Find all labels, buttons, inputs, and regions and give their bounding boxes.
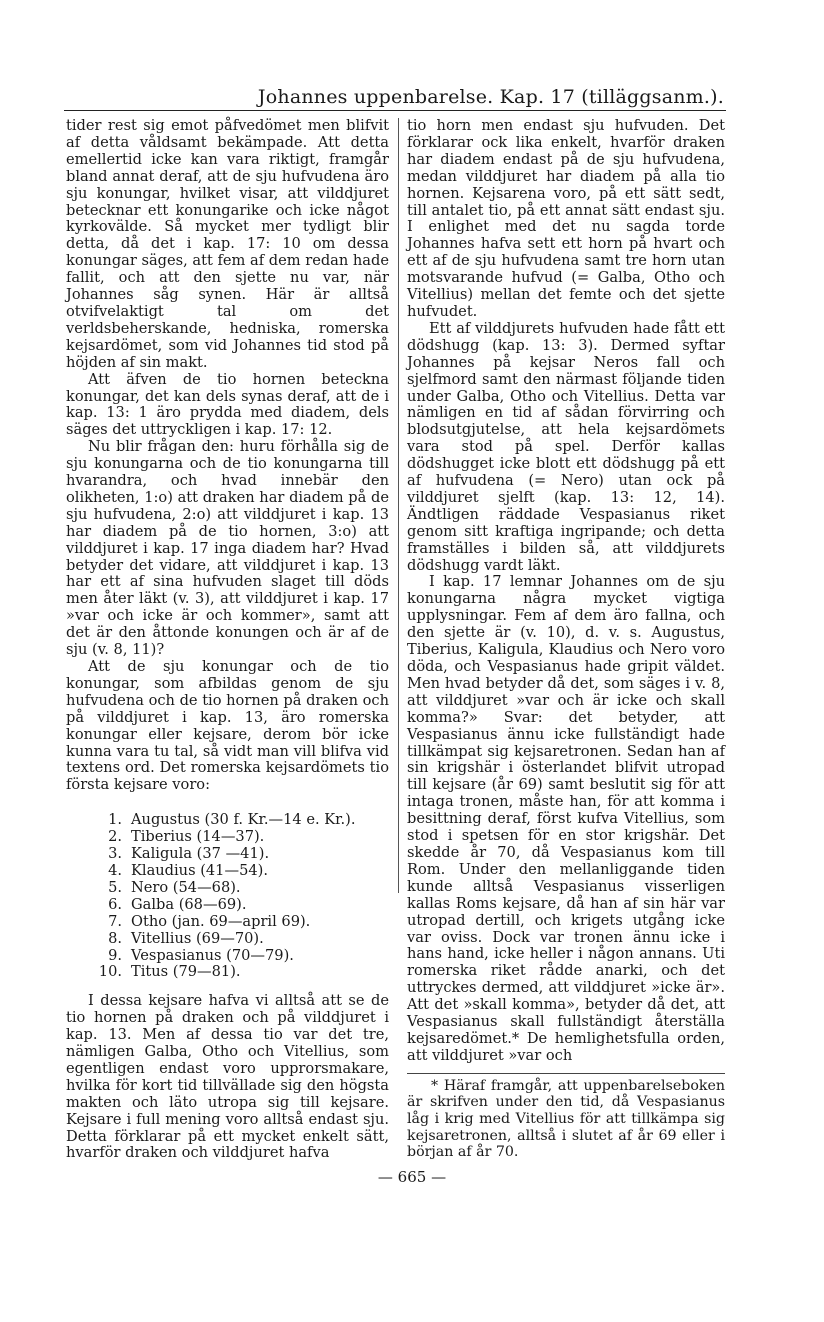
emperor-list (66, 812, 389, 981)
paragraph: I dessa kejsare hafva vi alltså att se de tio hornen på draken och på vilddjuret i kap. 13. Men af dessa tio var det tre, nämligen Galba, Otho och Vitellius, som egentligen endast voro upprorsmakare, hvilka för kort tid tillvällade sig den högsta makten och läto utropa sig till kejsare. Kejsare i full mening voro alltså endast sju. Detta förklarar på ett mycket enkelt sätt, hvarför draken och vilddjuret hafva (66, 992, 389, 1162)
list-item (66, 914, 389, 931)
list-number: 6. (108, 895, 122, 913)
emperor-name: Otho (jan. 69—april 69). (131, 912, 311, 930)
footnote-text: * Häraf framgår, att uppenbarelseboken är skrifven under den tid, då Vespasianus låg i krig med Vitellius för att tillkämpa sig kejsaretronen, alltså i slutet af år 69 eller i början af år 70. (407, 1077, 725, 1161)
list-number: 10. (98, 963, 122, 981)
emperor-name: Klaudius (41—54). (131, 861, 268, 879)
header-rule (64, 110, 726, 111)
list-number: 8. (108, 929, 122, 947)
running-title: Johannes uppenbarelse. Kap. 17 (tilläggsanm.). (257, 86, 724, 108)
list-number: 9. (108, 946, 122, 964)
list-item (66, 880, 389, 897)
paragraph: Nu blir frågan den: huru förhålla sig de sju konungarna och de tio konungarna till hvarandra, och hvad innebär den olikheten, 1:o) att draken har diadem på de sju hufvudena, 2:o) att vilddjuret i kap. 13 har diadem på de tio hornen, 3:o) att vilddjuret i kap. 17 inga diadem har? Hvad betyder det vidare, att vilddjuret i kap. 13 har ett af sina hufvuden slaget till döds men åter läkt (v. 3), att vilddjuret i kap. 17 »var och icke är och kommer», samt att det är den åttonde konungen och är af de sju (v. 8, 11)? (66, 438, 389, 659)
paragraph: Att äfven de tio hornen beteckna konungar, det kan dels synas deraf, att de i kap. 13: 1 äro prydda med diadem, dels säges det uttryckligen i kap. 17: 12. (66, 370, 389, 439)
footnote (407, 1078, 725, 1161)
paragraph: Att de sju konungar och de tio konungar, som afbildas genom de sju hufvudena och de tio hornen på draken och på vilddjuret i kap. 13, äro romerska konungar eller kejsare, derom bör icke kunna vara tu tal, så vidt man vill blifva vid textens ord. Det romerska kejsardömets tio första kejsare voro: (66, 658, 389, 794)
list-item (66, 948, 389, 965)
emperor-name: Augustus (30 f. Kr.—14 e. Kr.). (131, 811, 356, 829)
paragraph: Ett af vilddjurets hufvuden hade fått ett dödshugg (kap. 13: 3). Dermed syftar Johannes på kejsar Neros fall och sjelfmord samt den närmast följande tiden under Galba, Otho och Vitellius. Detta var nämligen en tid af sådan förvirring och blodsutgjutelse, att hela kejsardömets vara stod på spel. Derför kallas dödshugget icke blott ett dödshugg på ett af hufvudena (= Nero) utan ock på vilddjuret sjelft (kap. 13: 12, 14). Ändtligen räddade Vespasianus riket genom sitt kraftiga ingripande; och detta framställes i bilden så, att vilddjurets dödshugg vardt läkt. (407, 319, 725, 574)
list-number: 4. (108, 861, 122, 879)
emperor-name: Vespasianus (70—79). (131, 946, 294, 964)
column-divider (398, 118, 399, 893)
emperor-name: Kaligula (37 —41). (131, 845, 270, 863)
list-number: 5. (108, 878, 122, 896)
paragraph: I kap. 17 lemnar Johannes om de sju konungarna några mycket vigtiga upplysningar. Fem af dem äro fallna, och den sjette är (v. 10), d. v. s. Augustus, Tiberius, Kaligula, Klaudius och Nero voro döda, och Vespasianus hade gripit väldet. Men hvad betyder då det, som säges i v. 8, att vilddjuret »var och är icke och skall komma?» Svar: det betyder, att Vespasianus ännu icke fullständigt hade tillkämpat sig kejsaretronen. Sedan han af sin krigshär i österlandet blifvit utropad till kejsare (år 69) samt beslutit sig för att intaga tronen, måste han, för att komma i besittning deraf, först kufva Vitellius, som stod i spetsen för en stor krigshär. Det skedde år 70, då Vespasianus kom till Rom. Under den mellanliggande tiden kunde alltså Vespasianus visserligen kallas Roms kejsare, då han af sin här var utropad dertill, och krigets utgång icke var oviss. Dock var tronen ännu icke i hans hand, icke heller i någon annans. Uti romerska riket rådde anarki, och det uttryckes dermed, att vilddjuret »icke är». Att det »skall komma», betyder då det, att Vespasianus skall fullständigt återställa kejsaredömet.* De hemlighetsfulla orden, att vilddjuret »var och (407, 573, 725, 1064)
paragraph: tio horn men endast sju hufvuden. Det förklarar ock lika enkelt, hvarför draken har diadem endast på de sju hufvudena, medan vilddjuret har diadem på alla tio hornen. Kejsarena voro, på ett sätt sedt, till antalet tio, på ett annat sätt endast sju. I enlighet med det nu sagda torde Johannes hafva sett ett horn på hvart och ett af de sju hufvudena samt tre horn utan motsvarande hufvud (= Galba, Otho och Vitellius) mellan det femte och det sjette hufvudet. (407, 117, 725, 320)
footnote-rule (407, 1073, 725, 1074)
list-item (66, 897, 389, 914)
emperor-name: Vitellius (69—70). (131, 929, 264, 947)
list-number: 1. (108, 811, 122, 829)
list-number: 3. (108, 845, 122, 863)
emperor-name: Titus (79—81). (131, 963, 241, 981)
paragraph: tider rest sig emot påfvedömet men blifvit af detta våldsamt bekämpade. Att detta emellertid icke kan vara riktigt, framgår bland annat deraf, att de sju hufvudena äro sju konungar, hvilket visar, att vilddjuret betecknar ett konungarike och icke något kyrkovälde. Så mycket mer tydligt blir detta, då det i kap. 17: 10 om dessa konungar säges, att fem af dem redan hade fallit, och att den sjette nu var, när Johannes såg synen. Här är alltså otvifvelaktigt tal om det verldsbeherskande, hedniska, romerska kejsardömet, som vid Johannes tid stod på höjden af sin makt. (66, 117, 389, 371)
right-column (407, 118, 725, 1161)
left-column (66, 118, 389, 1162)
emperor-name: Nero (54—68). (131, 878, 241, 896)
list-item (66, 863, 389, 880)
list-number: 2. (108, 828, 122, 846)
emperor-name: Galba (68—69). (131, 895, 247, 913)
list-item (66, 931, 389, 948)
list-item (66, 812, 389, 829)
running-header (64, 86, 724, 108)
list-item (66, 846, 389, 863)
list-item (66, 964, 389, 981)
page-number: — 665 — (377, 1168, 447, 1186)
emperor-name: Tiberius (14—37). (131, 828, 265, 846)
list-item (66, 829, 389, 846)
list-number: 7. (108, 912, 122, 930)
